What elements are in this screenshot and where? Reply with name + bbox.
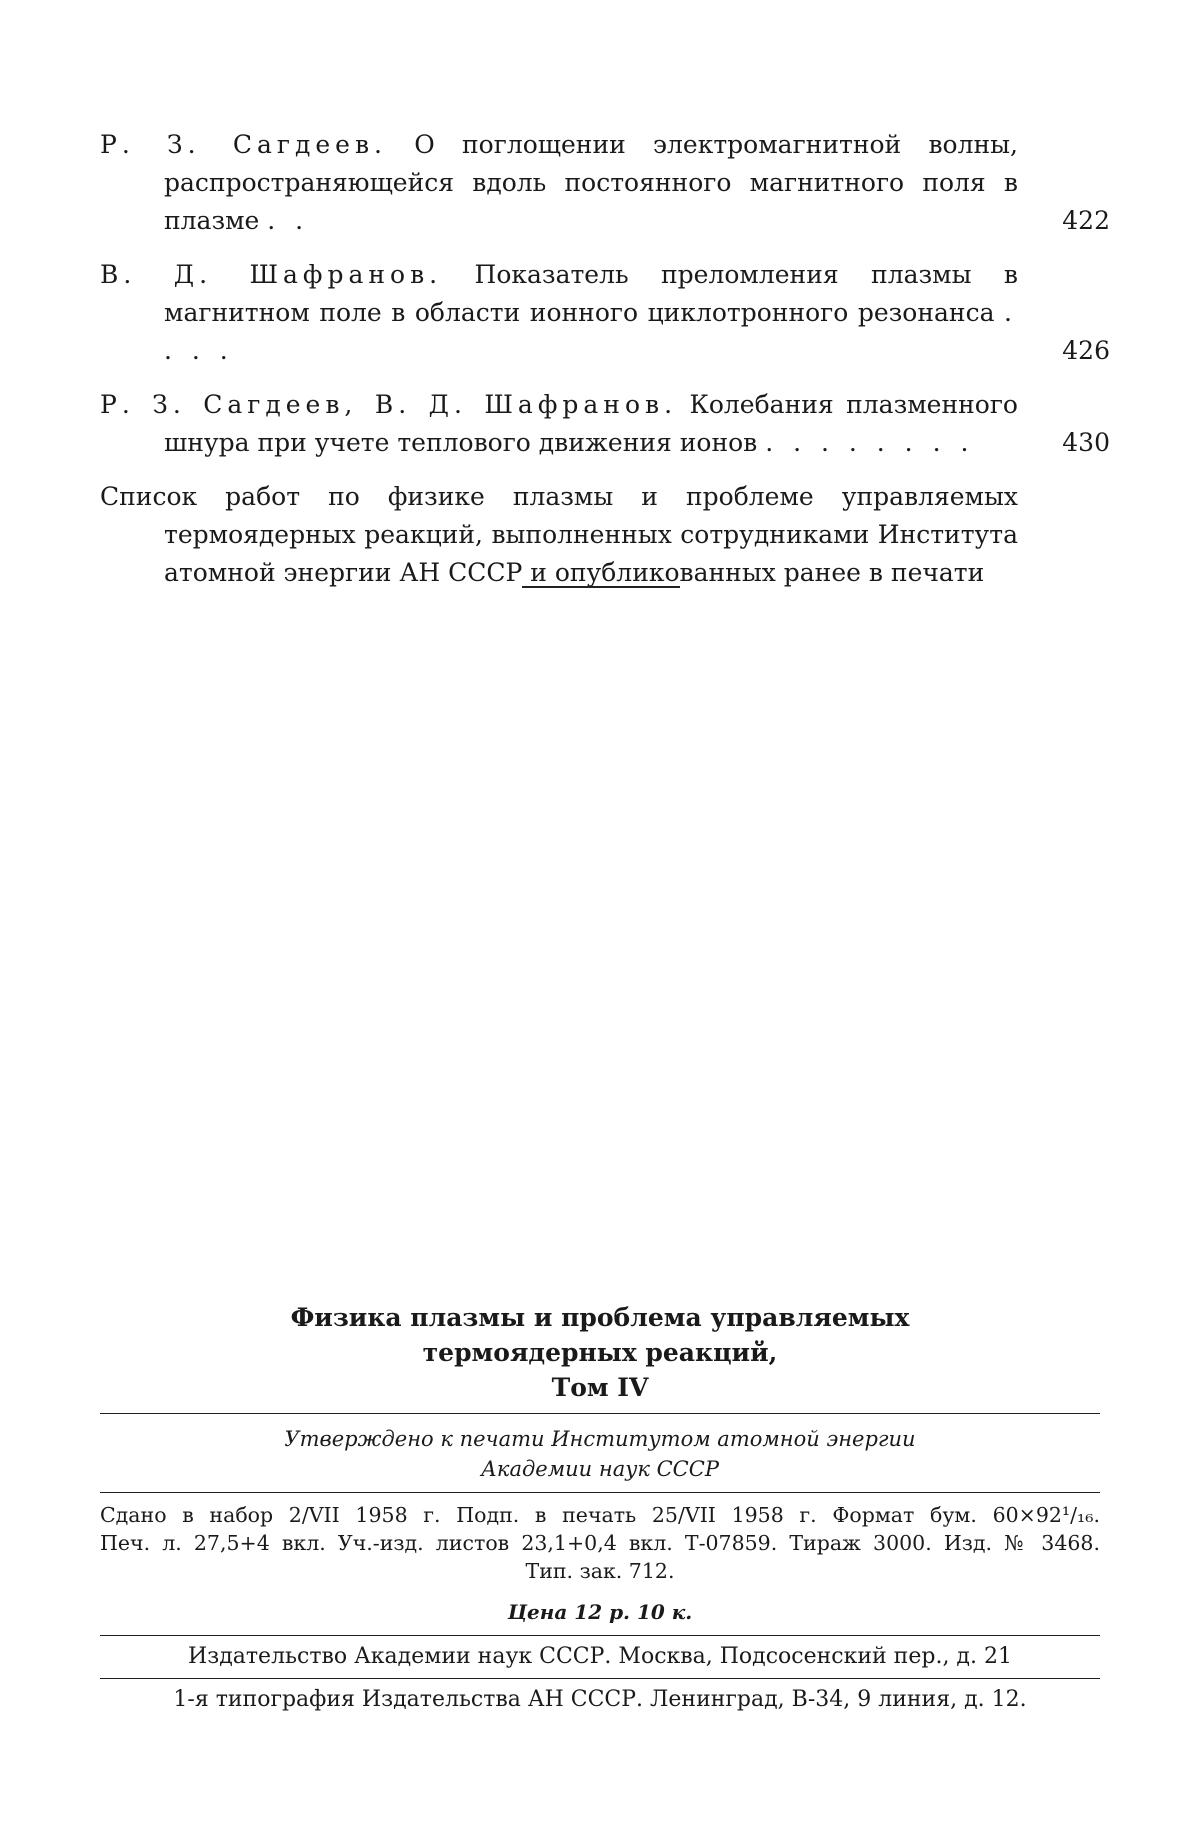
toc-entry-text — [100, 386, 1018, 462]
price: Цена 12 р. 10 к. — [507, 1600, 693, 1624]
approval-line: Утверждено к печати Институтом атомной энергии — [284, 1427, 916, 1451]
table-of-contents — [100, 126, 1110, 608]
book-title-line: Физика плазмы и проблема управляемых — [290, 1303, 910, 1332]
toc-entry-author: Р. З. Сагдеев. — [100, 130, 387, 159]
toc-entry[interactable] — [100, 126, 1110, 240]
book-title-line: термоядерных реакций, — [422, 1338, 778, 1367]
approval-note — [100, 1414, 1100, 1492]
print-details-line: Печ. л. 27,5+4 вкл. Уч.-изд. листов 23,1+0,4 вкл. Т-07859. Тираж 3000. Изд. № 3468. — [100, 1531, 1100, 1555]
toc-entry-title: Колебания плазменного шнура при учете теплового движения ионов — [164, 390, 1018, 457]
toc-leader-dots: . . . . . . . . — [765, 428, 975, 457]
toc-entry-title: О поглощении электромагнитной волны, распространяющейся вдоль постоянного магнитного поля в плазме — [164, 130, 1018, 235]
toc-entry[interactable] — [100, 256, 1110, 370]
approval-line: Академии наук СССР — [481, 1457, 719, 1481]
separator-rule — [522, 586, 680, 588]
toc-entry-text: Список работ по физике плазмы и проблеме управляемых термоядерных реакций, выполненных сотрудниками Института атомной энергии АН СССР и опубликованных ранее в печати — [100, 482, 1018, 587]
toc-entry[interactable] — [100, 386, 1110, 462]
toc-entry-title: Показатель преломления плазмы в магнитном поле в области ионного циклотронного резонанса — [164, 260, 1018, 327]
book-volume: Том IV — [551, 1373, 649, 1402]
book-title — [100, 1300, 1100, 1405]
print-details-line: Сдано в набор 2/VII 1958 г. Подп. в печать 25/VII 1958 г. Формат бум. 60×92¹/₁₆. — [100, 1503, 1100, 1527]
toc-entry-text — [100, 256, 1018, 370]
toc-page-number: 426 — [1062, 336, 1110, 365]
printer-address: 1-я типография Издательства АН СССР. Ленинград, В-34, 9 линия, д. 12. — [173, 1687, 1027, 1712]
toc-page-number: 430 — [1062, 428, 1110, 457]
toc-entry-author: Р. З. Сагдеев, В. Д. Шафранов. — [100, 390, 678, 419]
toc-leader-dots: . . . . — [164, 298, 1018, 365]
print-details — [100, 1493, 1100, 1591]
toc-entry-text — [100, 126, 1018, 240]
print-details-line: Тип. зак. 712. — [525, 1559, 675, 1583]
toc-entry-author: В. Д. Шафранов. — [100, 260, 443, 289]
toc-page-number: 422 — [1062, 206, 1110, 235]
toc-leader-dots: . . — [267, 206, 310, 235]
toc-entry[interactable] — [100, 478, 1110, 592]
publisher-address: Издательство Академии наук СССР. Москва, Подсосенский пер., д. 21 — [188, 1644, 1012, 1669]
imprint-block — [100, 1300, 1100, 1715]
